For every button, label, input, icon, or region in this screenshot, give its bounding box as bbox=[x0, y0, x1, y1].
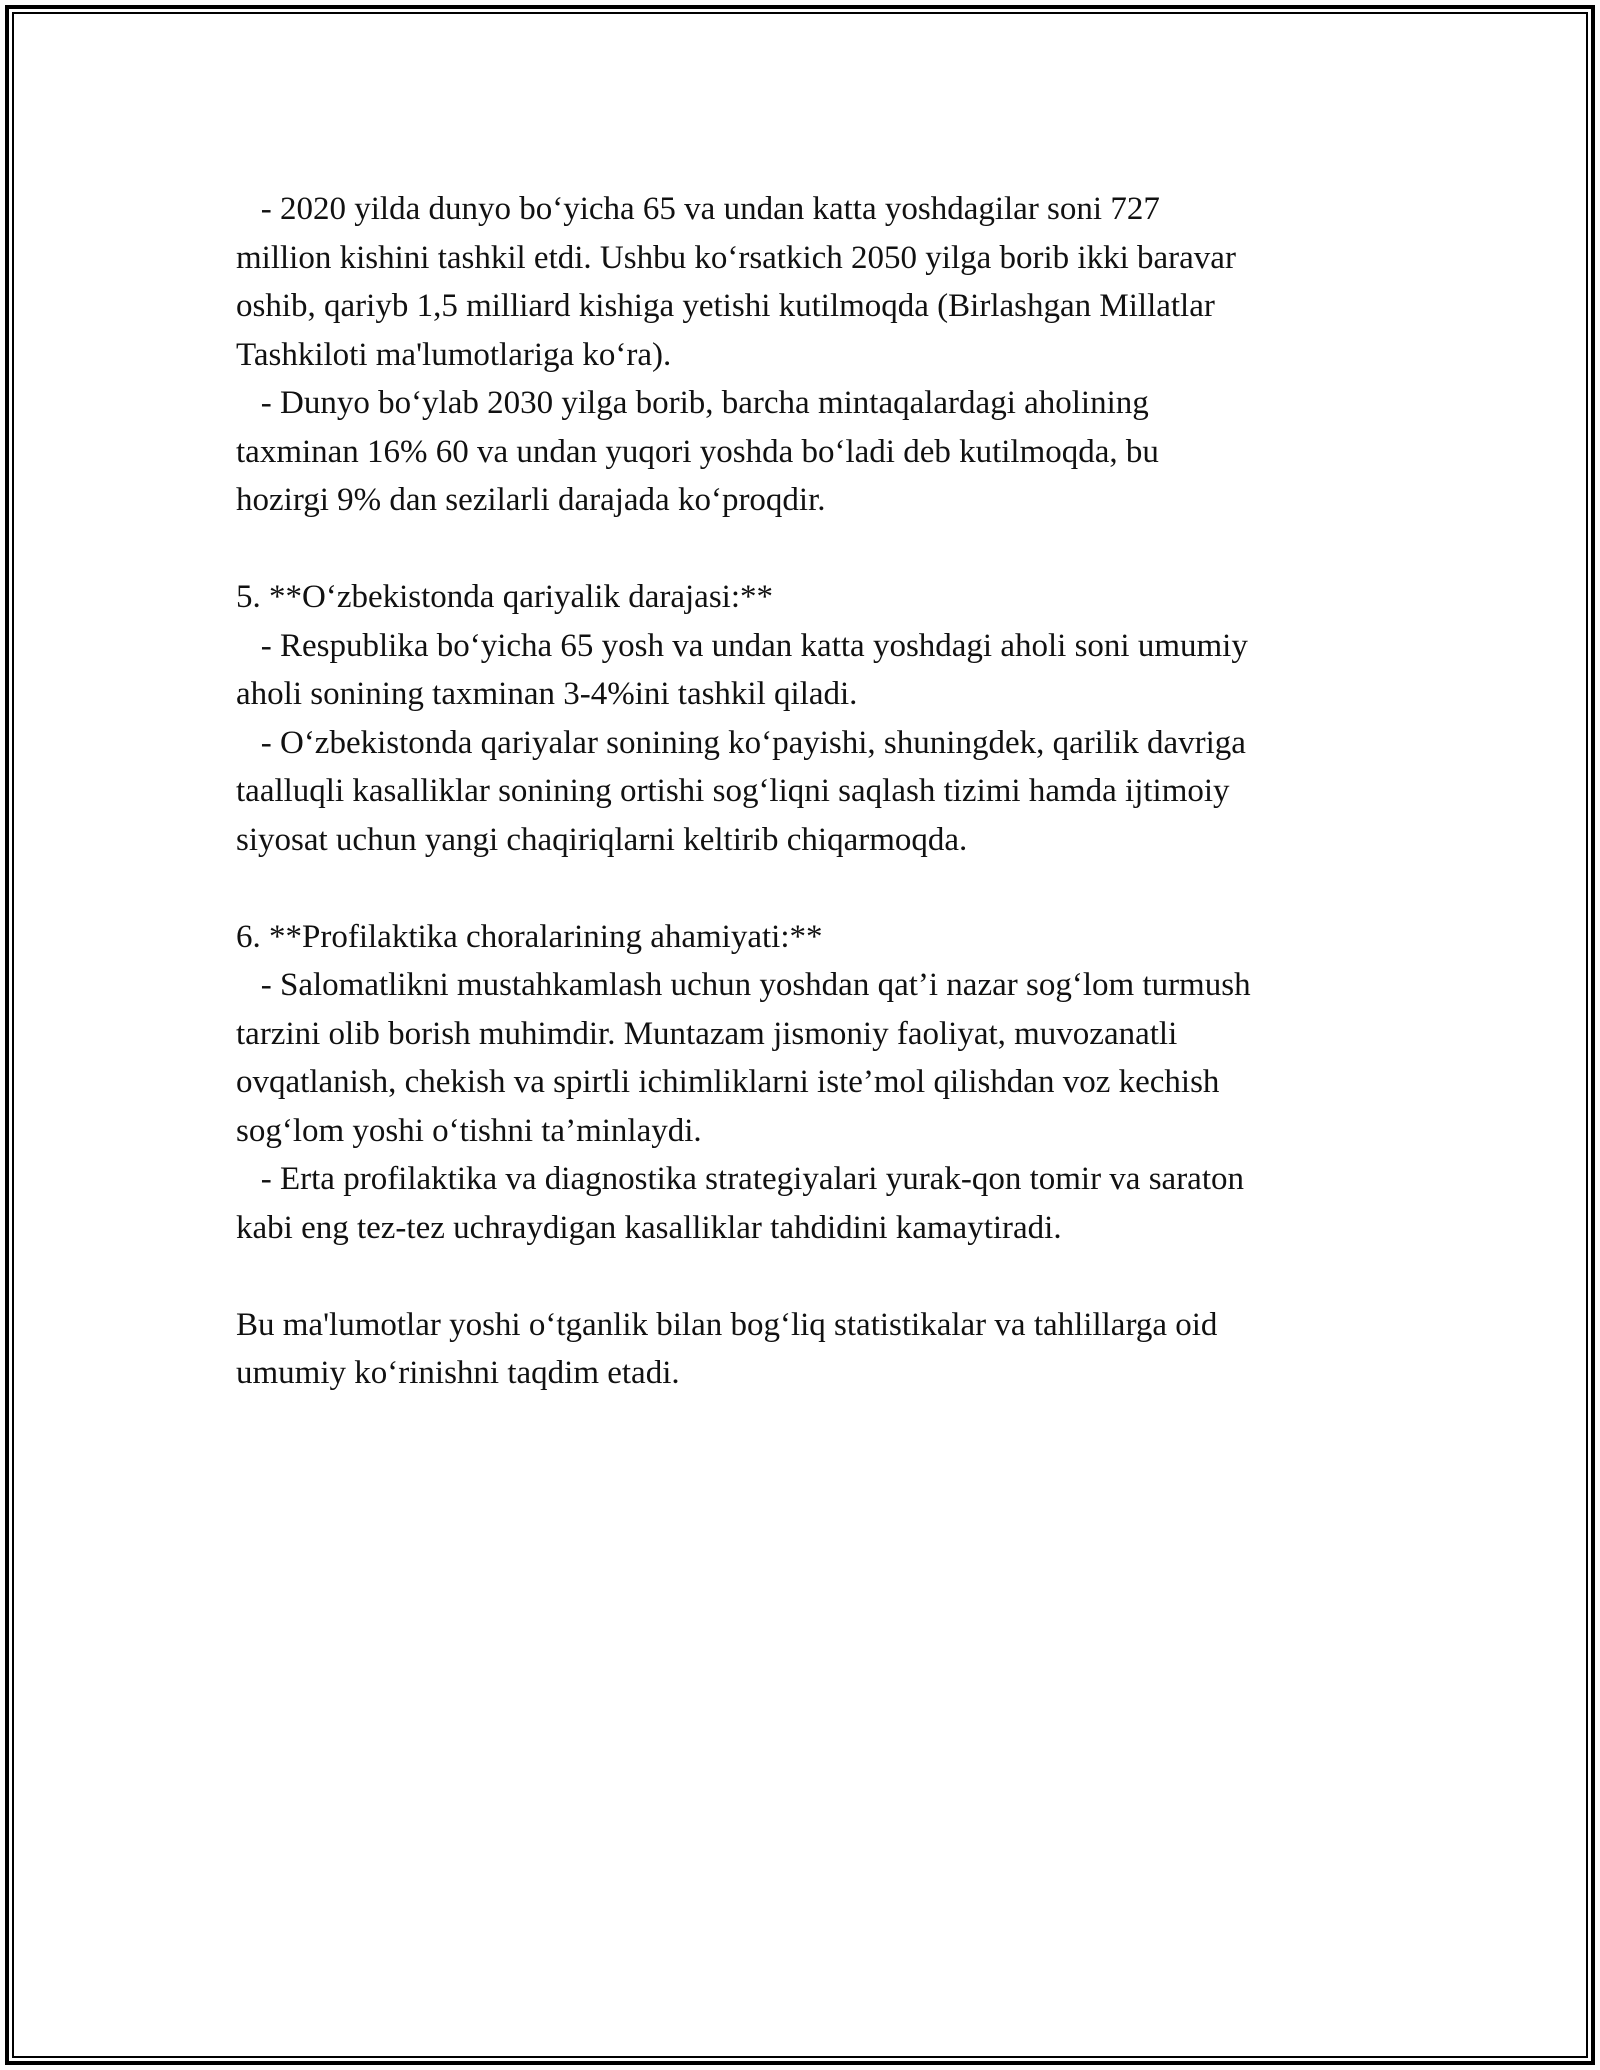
text-line: - Respublika bo‘yicha 65 yosh va undan katta yoshdagi aholi soni umumiy bbox=[236, 627, 1248, 664]
section-5-heading bbox=[236, 573, 1386, 622]
text-line: tarzini olib borish muhimdir. Muntazam jismoniy faoliyat, muvozanatli bbox=[236, 1015, 1178, 1052]
text-line: ovqatlanish, chekish va spirtli ichimliklarni iste’mol qilishdan voz kechish bbox=[236, 1064, 1220, 1100]
paragraph-healthy-lifestyle bbox=[236, 961, 1386, 1155]
text-line: - Erta profilaktika va diagnostika strategiyalari yurak-qon tomir va saraton bbox=[236, 1161, 1244, 1197]
paragraph-uz-challenges bbox=[236, 719, 1386, 865]
section-6-heading bbox=[236, 913, 1386, 962]
section-heading: 5. **O‘zbekistonda qariyalik darajasi:** bbox=[236, 579, 774, 615]
blank-line bbox=[236, 1252, 1386, 1301]
text-line: taalluqli kasalliklar sonining ortishi sog‘liqni saqlash tizimi hamda ijtimoiy bbox=[236, 773, 1230, 809]
document-body bbox=[236, 185, 1386, 1398]
text-line: taxminan 16% 60 va undan yuqori yoshda bo‘ladi deb kutilmoqda, bu bbox=[236, 433, 1159, 470]
text-line: kabi eng tez-tez uchraydigan kasalliklar tahdidini kamaytiradi. bbox=[236, 1209, 1062, 1246]
text-line: oshib, qariyb 1,5 milliard kishiga yetishi kutilmoqda (Birlashgan Millatlar bbox=[236, 288, 1215, 324]
blank-line bbox=[236, 525, 1386, 574]
text-line: umumiy ko‘rinishni taqdim etadi. bbox=[236, 1355, 680, 1391]
paragraph-uz-share bbox=[236, 622, 1386, 719]
text-line: - O‘zbekistonda qariyalar sonining ko‘payishi, shuningdek, qarilik davriga bbox=[236, 724, 1246, 761]
section-heading: 6. **Profilaktika choralarining ahamiyati:** bbox=[236, 918, 823, 955]
text-line: aholi sonining taxminan 3-4%ini tashkil qiladi. bbox=[236, 676, 858, 712]
text-line: - 2020 yilda dunyo bo‘yicha 65 va undan katta yoshdagilar soni 727 bbox=[236, 191, 1160, 227]
paragraph-world-2030 bbox=[236, 379, 1386, 525]
text-line: sog‘lom yoshi o‘tishni ta’minlaydi. bbox=[236, 1112, 702, 1149]
text-line: hozirgi 9% dan sezilarli darajada ko‘proqdir. bbox=[236, 482, 826, 518]
text-line: Bu ma'lumotlar yoshi o‘tganlik bilan bog‘liq statistikalar va tahlillarga oid bbox=[236, 1306, 1218, 1343]
text-line: - Dunyo bo‘ylab 2030 yilga borib, barcha mintaqalardagi aholining bbox=[236, 385, 1149, 421]
text-line: Tashkiloti ma'lumotlariga ko‘ra). bbox=[236, 336, 672, 373]
paragraph-conclusion bbox=[236, 1301, 1386, 1398]
text-line: million kishini tashkil etdi. Ushbu ko‘rsatkich 2050 yilga borib ikki baravar bbox=[236, 239, 1236, 276]
text-line: siyosat uchun yangi chaqiriqlarni keltirib chiqarmoqda. bbox=[236, 821, 968, 858]
text-line: - Salomatlikni mustahkamlash uchun yoshdan qat’i nazar sog‘lom turmush bbox=[236, 967, 1251, 1003]
paragraph-world-2020 bbox=[236, 185, 1386, 379]
blank-line bbox=[236, 864, 1386, 913]
paragraph-early-prevention bbox=[236, 1155, 1386, 1252]
